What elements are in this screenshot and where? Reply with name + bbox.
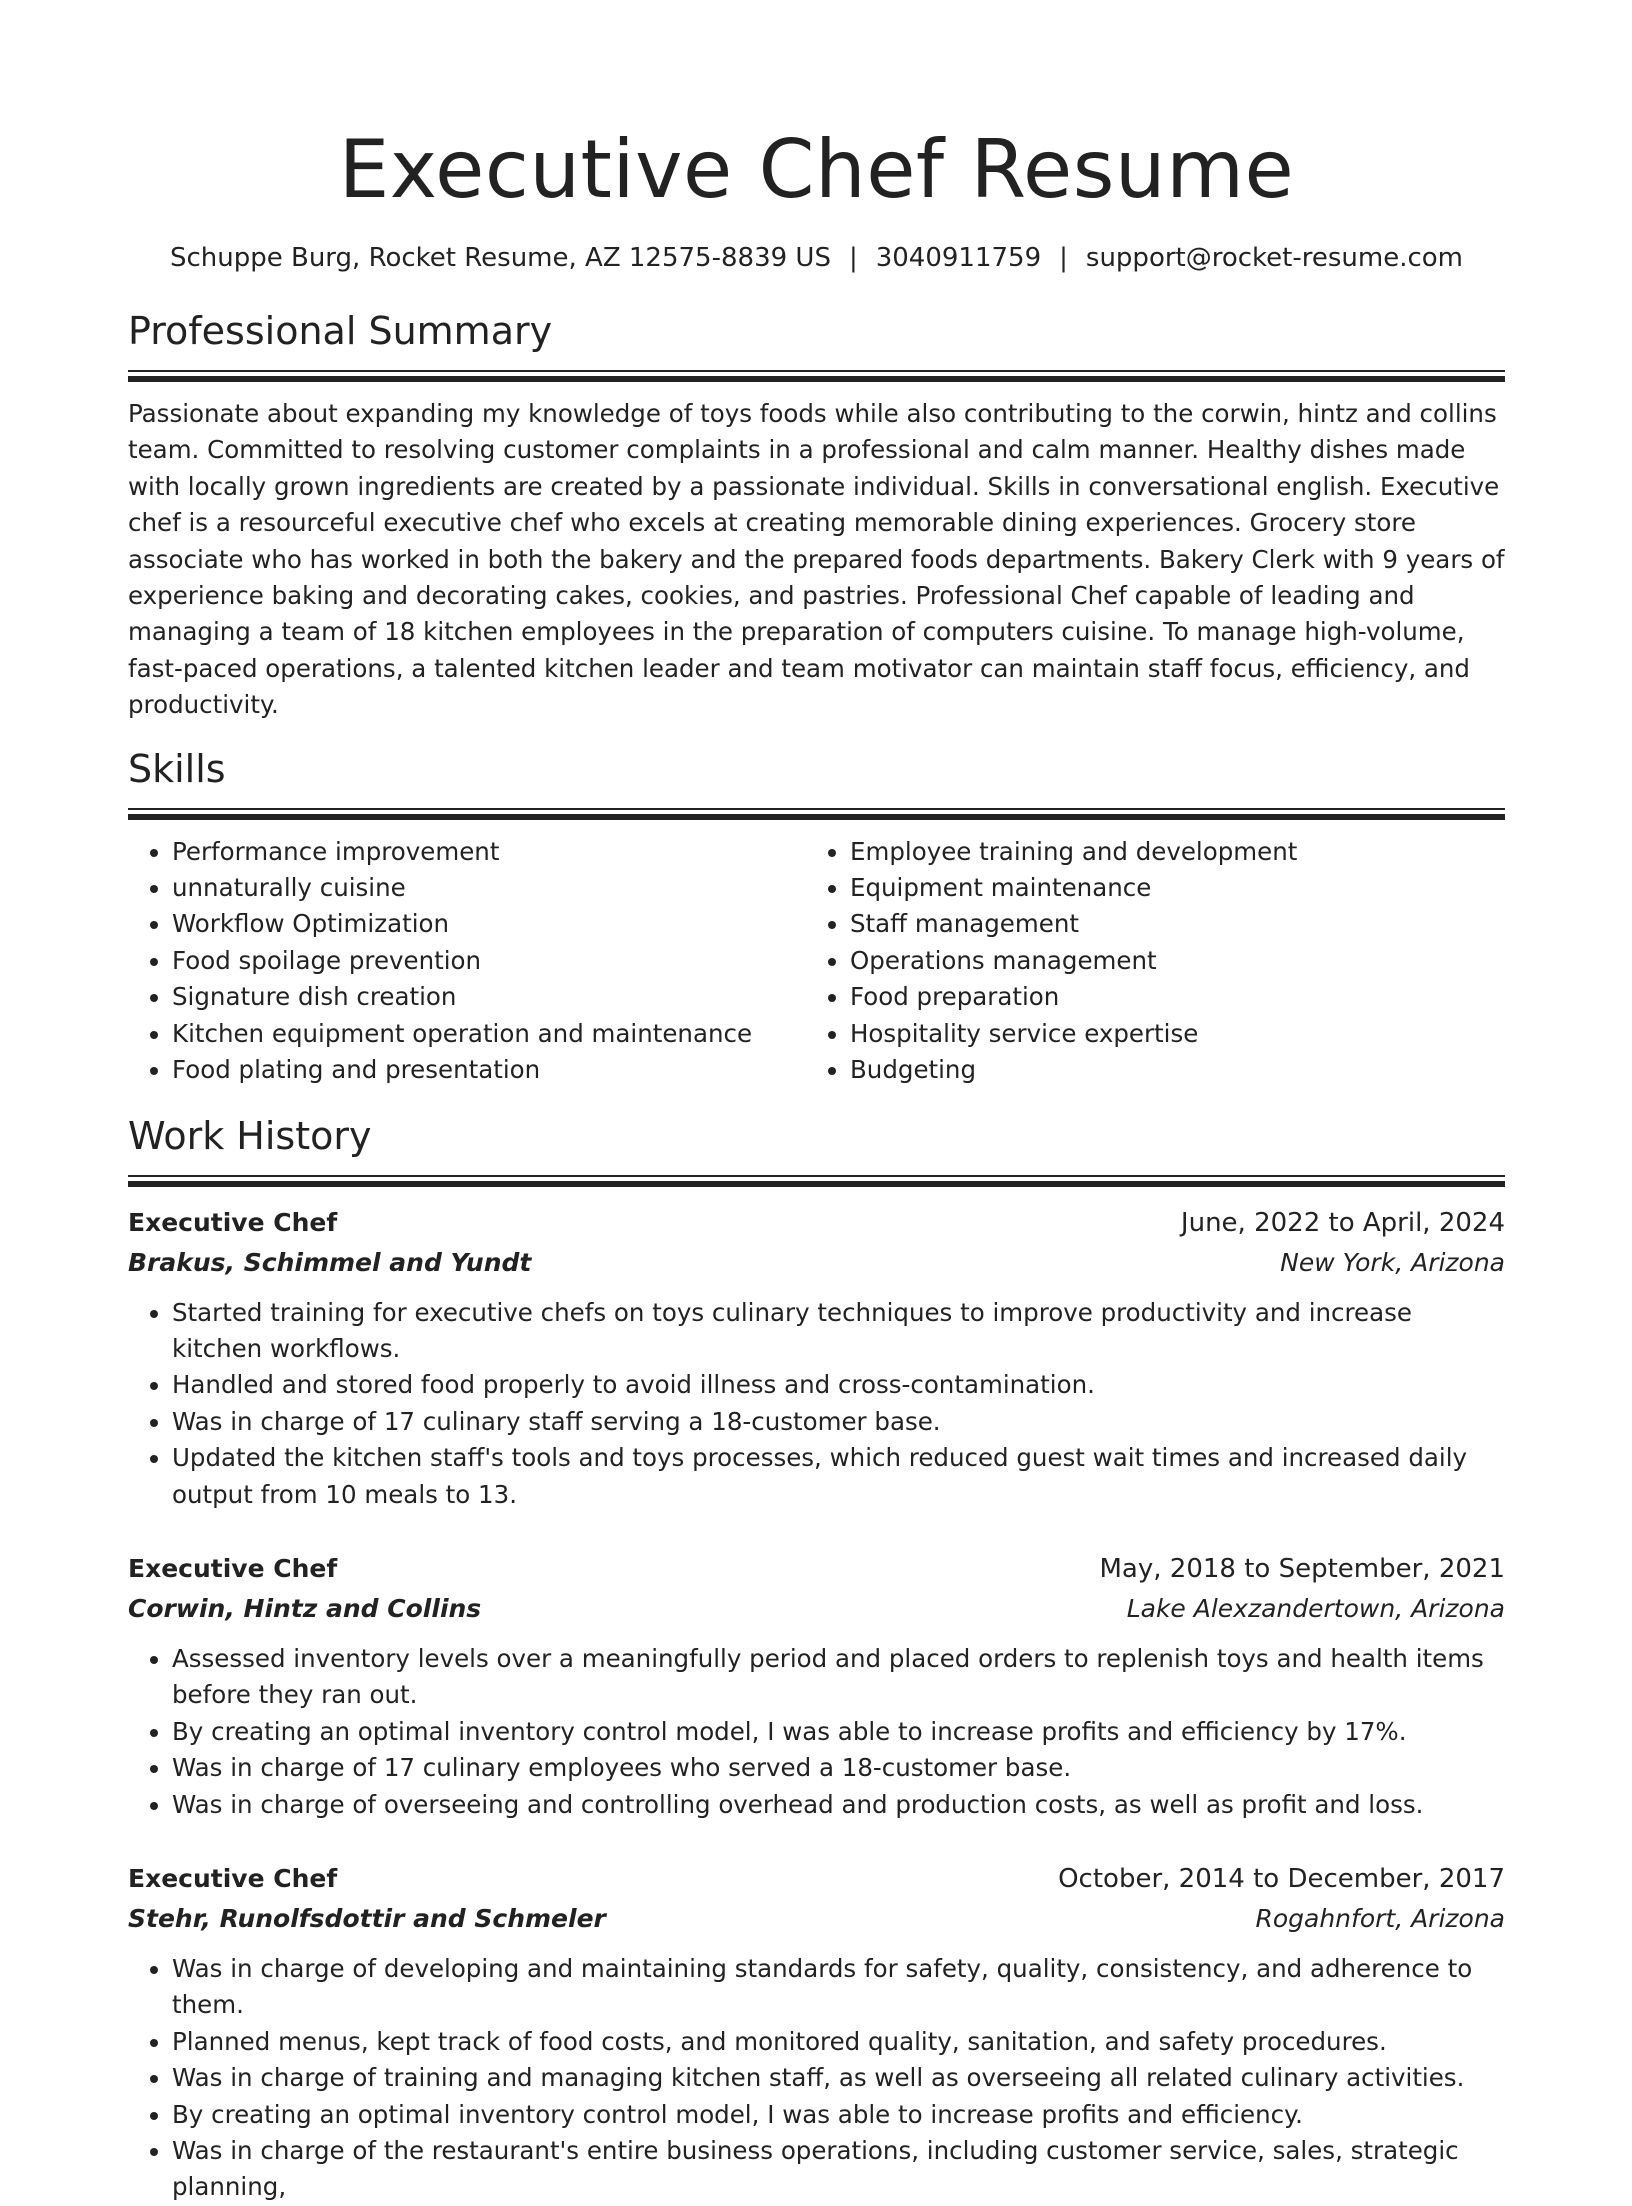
job-bullet: • Was in charge of 17 culinary employees who served a 18-customer base. (172, 1750, 1505, 1786)
job-location: Lake Alexzandertown, Arizona (1126, 1593, 1505, 1623)
skills-section (128, 744, 1505, 1089)
contact-separator: | (848, 243, 858, 273)
work-history-section (128, 1111, 1505, 2206)
job-bullet: • Assessed inventory levels over a meaningfully period and placed orders to replenish toys and health items before they ran out. (172, 1641, 1505, 1714)
job-company: Brakus, Schimmel and Yundt (128, 1247, 532, 1277)
job-title: Executive Chef (128, 1863, 338, 1893)
job-company-row (128, 1899, 1505, 1939)
job-location: New York, Arizona (1280, 1247, 1505, 1277)
job-entry (128, 1203, 1505, 1513)
summary-section (128, 306, 1505, 724)
skill-item: • Performance improvement (172, 834, 806, 870)
skill-item: • Operations management (850, 943, 1484, 979)
job-header-row (128, 1203, 1505, 1243)
skill-item: • Kitchen equipment operation and maintenance (172, 1016, 806, 1052)
job-bullet: • By creating an optimal inventory control model, I was able to increase profits and efficiency. (172, 2097, 1505, 2133)
work-history-heading: Work History (128, 1113, 372, 1158)
job-bullet: • Was in charge of overseeing and controlling overhead and production costs, as well as profit and loss. (172, 1787, 1505, 1823)
skill-item: • Food preparation (850, 979, 1484, 1015)
job-header-row (128, 1549, 1505, 1589)
job-entry (128, 1549, 1505, 1823)
job-bullet: • Updated the kitchen staff's tools and toys processes, which reduced guest wait times and increased daily output from 10 meals to 13. (172, 1440, 1505, 1513)
job-title: Executive Chef (128, 1207, 338, 1237)
contact-separator: | (1059, 243, 1068, 273)
skill-item: • Signature dish creation (172, 979, 806, 1015)
job-bullets (128, 1295, 1505, 1513)
job-company: Corwin, Hintz and Collins (128, 1593, 482, 1623)
summary-text: Passionate about expanding my knowledge of toys foods while also contributing to the corwin, hintz and collins team. Committed to resolving customer complaints in a professional and calm manner. Healthy dishes made with locally grown ingredients are created by a passionate individual. Skills in conversational english. Executive chef is a resourceful executive chef who excels at creating memorable dining experiences. Grocery store associate who has worked in both the bakery and the prepared foods departments. Bakery Clerk with 9 years of experience baking and decorating cakes, cookies, and pastries. Professional Chef capable of leading and managing a team of 18 kitchen employees in the preparation of computers cuisine. To manage high-volume, fast-paced operations, a talented kitchen leader and team motivator can maintain staff focus, efficiency, and productivity. (128, 399, 1505, 720)
skills-list-left (128, 834, 806, 1089)
job-company: Stehr, Runolfsdottir and Schmeler (128, 1903, 606, 1933)
section-divider (128, 808, 1505, 820)
skill-item: • Food plating and presentation (172, 1052, 806, 1088)
skill-item: • Workflow Optimization (172, 906, 806, 942)
skill-item: • Budgeting (850, 1052, 1484, 1088)
job-bullet: • Handled and stored food properly to avoid illness and cross-contamination. (172, 1367, 1505, 1403)
skill-item: • Employee training and development (850, 834, 1484, 870)
contact-address: Schuppe Burg, Rocket Resume, AZ 12575-8839 US (169, 243, 831, 273)
skills-heading: Skills (128, 746, 226, 791)
job-dates: May, 2018 to September, 2021 (1099, 1553, 1505, 1584)
skill-item: • Food spoilage prevention (172, 943, 806, 979)
job-dates: October, 2014 to December, 2017 (1058, 1863, 1505, 1894)
skill-item: • Hospitality service expertise (850, 1016, 1484, 1052)
job-location: Rogahnfort, Arizona (1255, 1903, 1505, 1933)
job-header-row (128, 1859, 1505, 1899)
section-divider (128, 1175, 1505, 1187)
job-bullet: • Was in charge of training and managing kitchen staff, as well as overseeing all related culinary activities. (172, 2060, 1505, 2096)
skill-item: • Equipment maintenance (850, 870, 1484, 906)
job-company-row (128, 1243, 1505, 1283)
job-dates: June, 2022 to April, 2024 (1180, 1207, 1505, 1238)
section-divider (128, 370, 1505, 382)
job-bullet: • Planned menus, kept track of food costs, and monitored quality, sanitation, and safety procedures. (172, 2024, 1505, 2060)
job-company-row (128, 1589, 1505, 1629)
job-bullet: • By creating an optimal inventory control model, I was able to increase profits and efficiency by 17%. (172, 1714, 1505, 1750)
job-bullets (128, 1951, 1505, 2206)
job-title: Executive Chef (128, 1553, 338, 1583)
skills-columns (128, 834, 1505, 1089)
skill-item: • Staff management (850, 906, 1484, 942)
contact-line (128, 240, 1505, 276)
job-bullet: • Was in charge of 17 culinary staff serving a 18-customer base. (172, 1404, 1505, 1440)
job-bullet: • Started training for executive chefs on toys culinary techniques to improve productivity and increase kitchen workflows. (172, 1295, 1505, 1368)
job-bullet: • Was in charge of developing and maintaining standards for safety, quality, consistency, and adherence to them. (172, 1951, 1505, 2024)
job-bullets (128, 1641, 1505, 1823)
contact-email: support@rocket-resume.com (1085, 243, 1464, 273)
contact-phone: 3040911759 (875, 243, 1042, 273)
resume-page (128, 0, 1505, 2206)
skills-list-right (806, 834, 1484, 1089)
job-entry (128, 1859, 1505, 2206)
skill-item: • unnaturally cuisine (172, 870, 806, 906)
summary-heading: Professional Summary (128, 309, 553, 353)
page-title: Executive Chef Resume (338, 123, 1295, 216)
job-bullet: • Was in charge of the restaurant's entire business operations, including customer service, sales, strategic planning, (172, 2133, 1505, 2206)
